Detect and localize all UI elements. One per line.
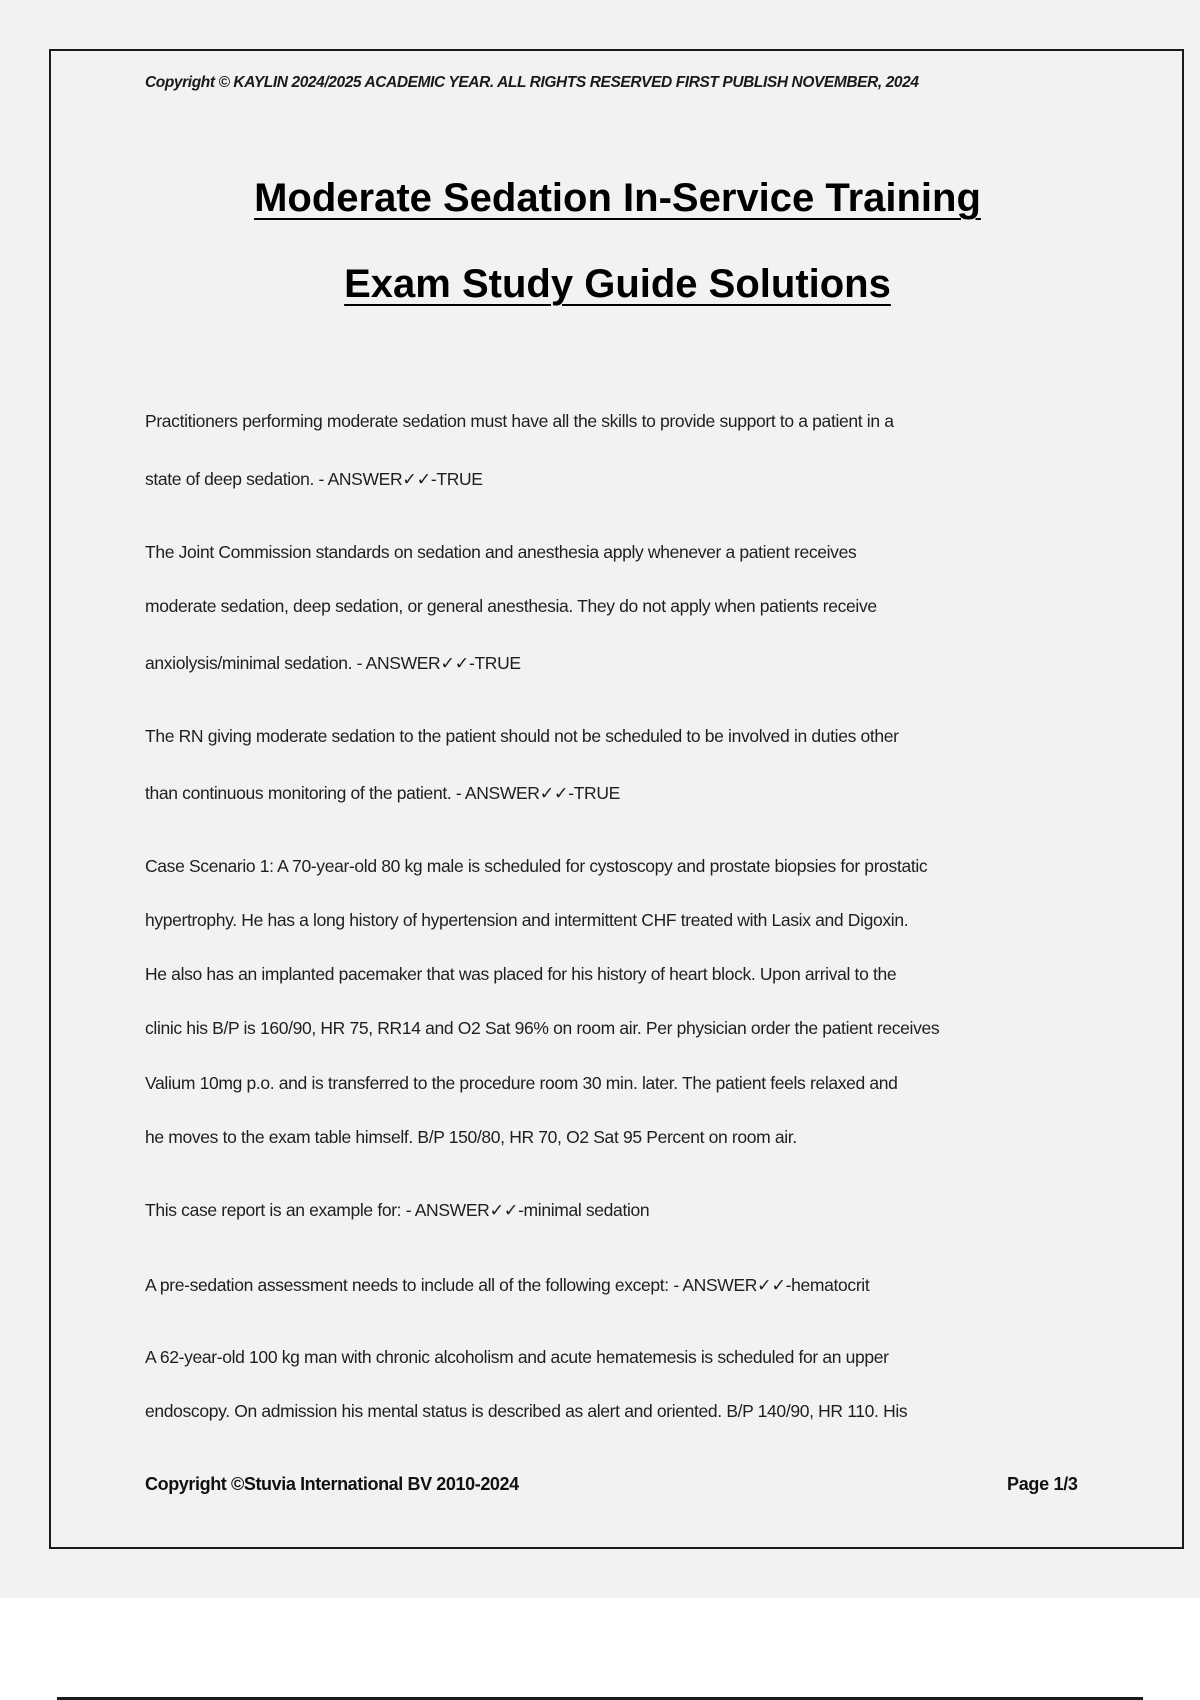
question-2-line-1: The Joint Commission standards on sedation and anesthesia apply whenever a patient receives	[145, 542, 857, 562]
question-7-line-1: A 62-year-old 100 kg man with chronic alcoholism and acute hematemesis is scheduled for an upper	[145, 1347, 889, 1367]
footer-copyright: Copyright ©Stuvia International BV 2010-2024	[145, 1474, 519, 1494]
case-scenario-line-4: clinic his B/P is 160/90, HR 75, RR14 and O2 Sat 96% on room air. Per physician order the patient receives	[145, 1018, 940, 1038]
case-scenario-line-3: He also has an implanted pacemaker that was placed for his history of heart block. Upon arrival to the	[145, 964, 897, 984]
question-2-line-3: anxiolysis/minimal sedation. - ANSWER✓✓-TRUE	[145, 653, 521, 673]
case-scenario-line-2: hypertrophy. He has a long history of hypertension and intermittent CHF treated with Lasix and Digoxin.	[145, 910, 909, 930]
question-3-line-1: The RN giving moderate sedation to the patient should not be scheduled to be involved in duties other	[145, 726, 899, 746]
question-6-line-1: A pre-sedation assessment needs to include all of the following except: - ANSWER✓✓-hematocrit	[145, 1275, 870, 1295]
question-3-line-2: than continuous monitoring of the patient. - ANSWER✓✓-TRUE	[145, 783, 620, 803]
case-scenario-line-6: he moves to the exam table himself. B/P 150/80, HR 70, O2 Sat 95 Percent on room air.	[145, 1127, 797, 1147]
question-7-line-2: endoscopy. On admission his mental status is described as alert and oriented. B/P 140/90, HR 110. His	[145, 1401, 908, 1421]
question-5-line-1: This case report is an example for: - ANSWER✓✓-minimal sedation	[145, 1200, 650, 1220]
page-indicator: Page 1/3	[1007, 1474, 1078, 1494]
case-scenario-line-5: Valium 10mg p.o. and is transferred to the procedure room 30 min. later. The patient feels relaxed and	[145, 1073, 898, 1093]
question-1-line-2: state of deep sedation. - ANSWER✓✓-TRUE	[145, 469, 483, 489]
case-scenario-line-1: Case Scenario 1: A 70-year-old 80 kg male is scheduled for cystoscopy and prostate biopsies for prostatic	[145, 856, 928, 876]
document-title-line-1: Moderate Sedation In-Service Training	[254, 176, 981, 220]
question-1-line-1: Practitioners performing moderate sedation must have all the skills to provide support to a patient in a	[145, 411, 894, 431]
question-2-line-2: moderate sedation, deep sedation, or general anesthesia. They do not apply when patients receive	[145, 596, 877, 616]
document-title-line-2: Exam Study Guide Solutions	[344, 262, 891, 306]
header-copyright: Copyright © KAYLIN 2024/2025 ACADEMIC YEAR. ALL RIGHTS RESERVED FIRST PUBLISH NOVEMBER, 2024	[145, 74, 919, 91]
